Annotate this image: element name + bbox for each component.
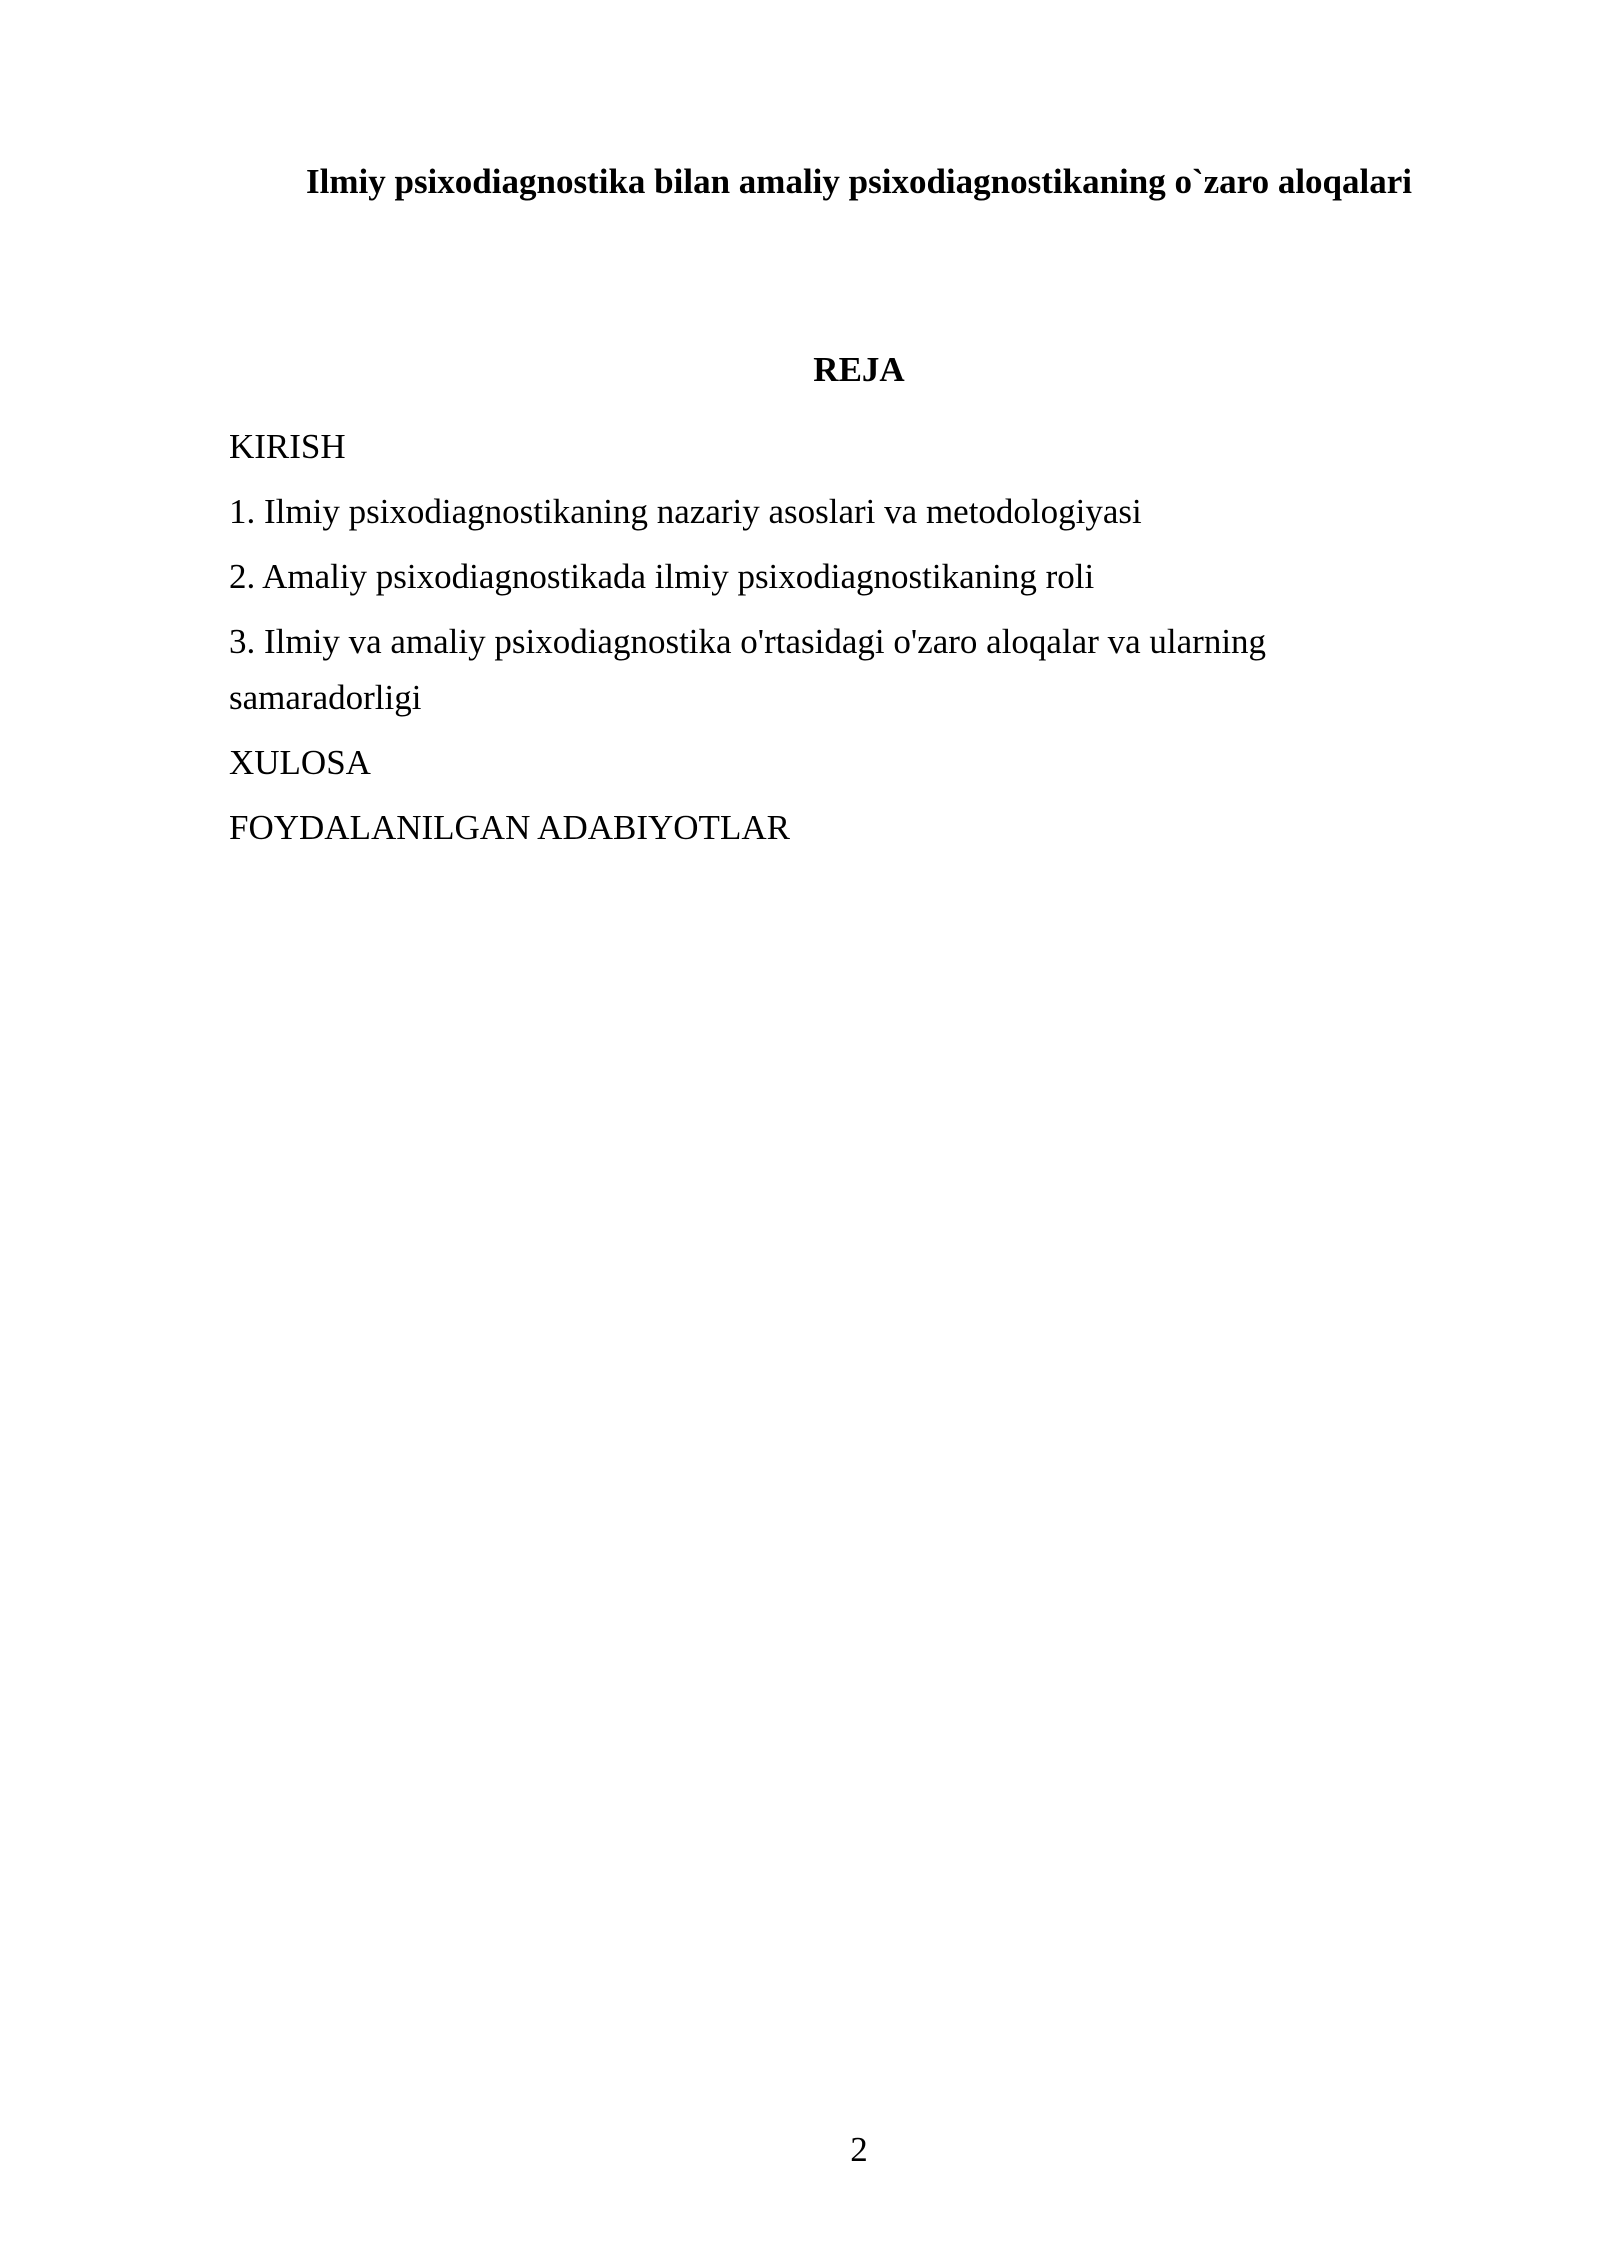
page-number: 2: [850, 2130, 868, 2169]
plan-item-introduction: KIRISH: [229, 427, 346, 466]
plan-item-conclusion: XULOSA: [229, 743, 371, 782]
plan-item-references: FOYDALANILGAN ADABIYOTLAR: [229, 808, 790, 847]
plan-heading: REJA: [813, 350, 905, 389]
document-title: Ilmiy psixodiagnostika bilan amaliy psixodiagnostikaning o`zaro aloqalari: [306, 162, 1412, 201]
plan-list: [229, 419, 1429, 865]
plan-item-1: 1. Ilmiy psixodiagnostikaning nazariy asoslari va metodologiyasi: [229, 492, 1142, 531]
plan-item-2: 2. Amaliy psixodiagnostikada ilmiy psixodiagnostikaning roli: [229, 557, 1095, 596]
plan-item-3: 3. Ilmiy va amaliy psixodiagnostika o'rtasidagi o'zaro aloqalar va ularning samaradorligi: [229, 622, 1267, 717]
